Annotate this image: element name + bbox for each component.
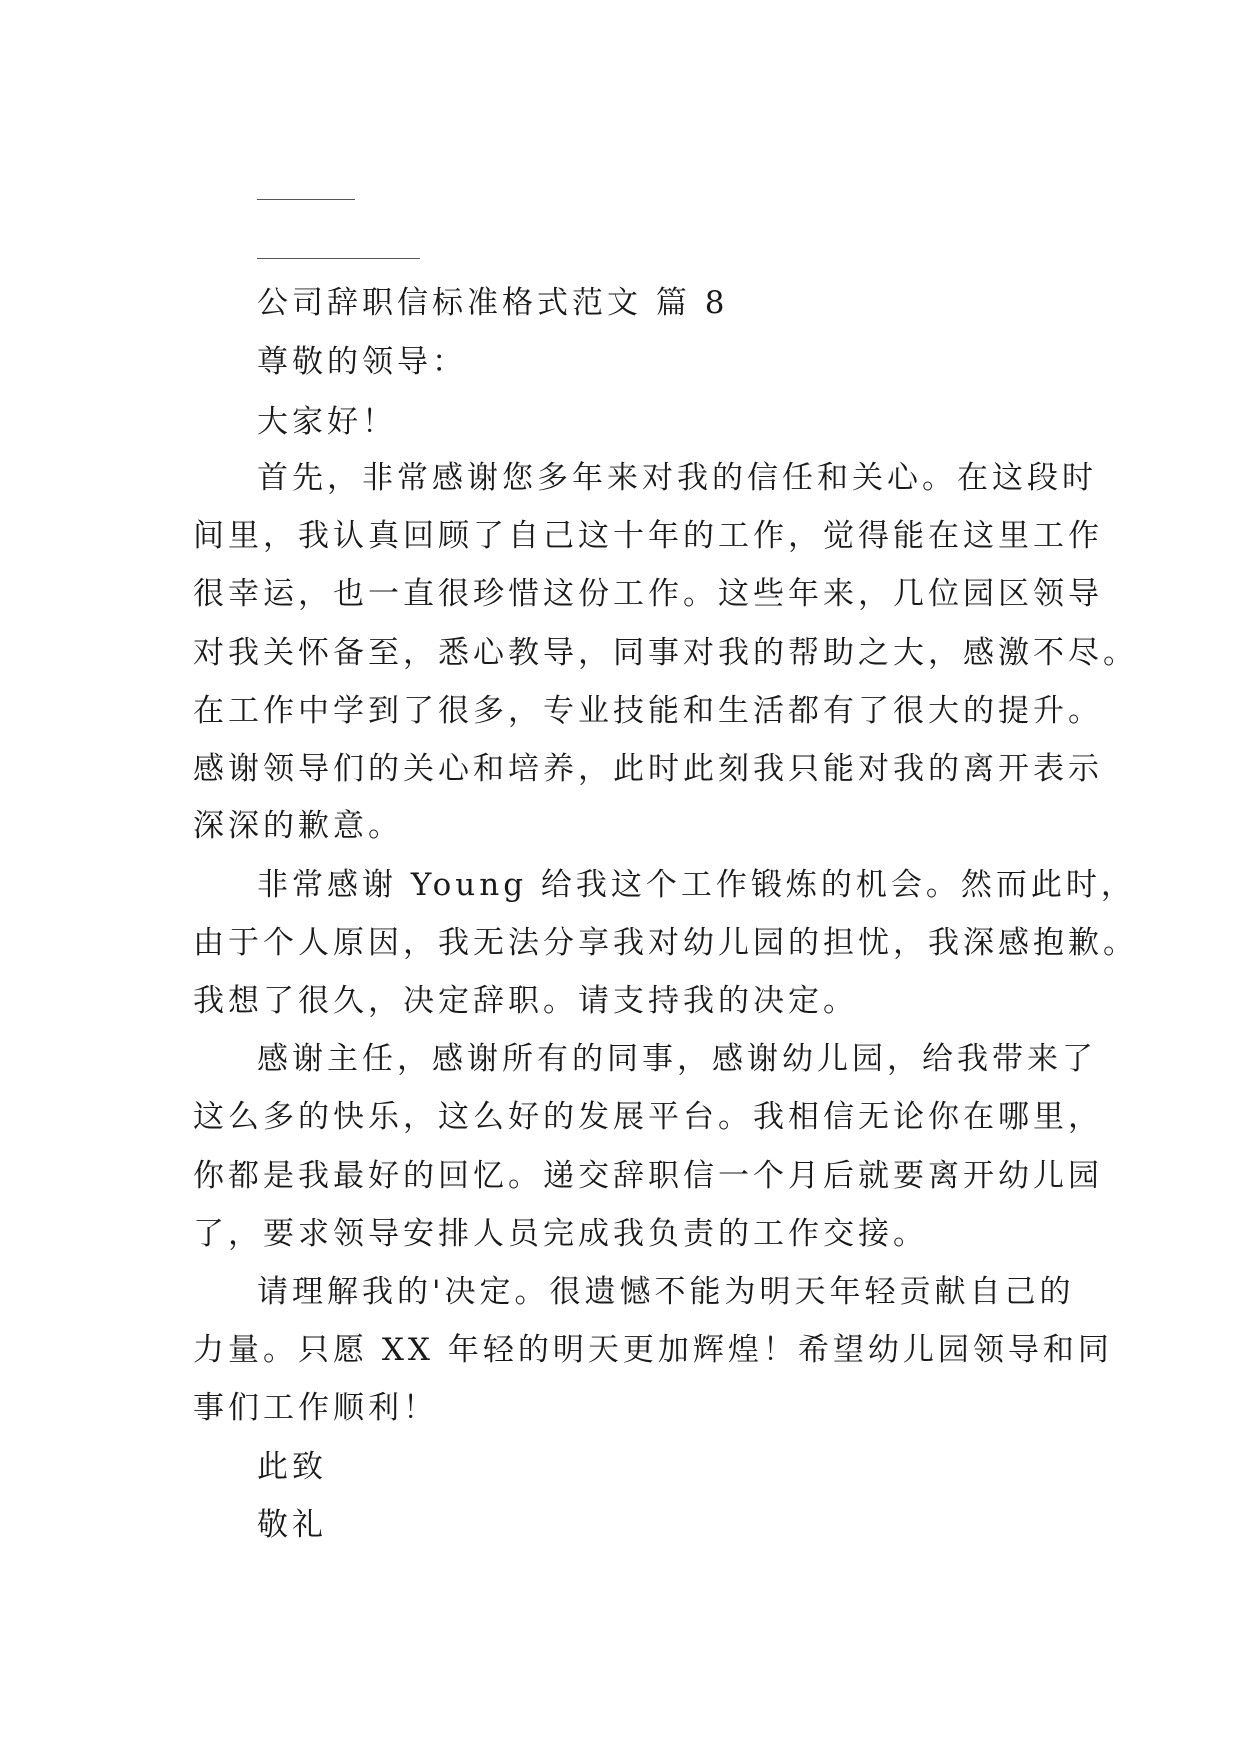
paragraph-line: 你都是我最好的回忆。递交辞职信一个月后就要离开幼儿园 xyxy=(193,1158,1103,1194)
paragraph-line: 由于个人原因，我无法分享我对幼儿园的担忧，我深感抱歉。 xyxy=(193,925,1138,961)
closing: 此致 xyxy=(257,1449,327,1485)
blank-fill-line xyxy=(257,258,420,259)
paragraph-line: 力量。只愿 XX 年轻的明天更加辉煌！希望幼儿园领导和同 xyxy=(193,1332,1113,1368)
greeting: 大家好！ xyxy=(257,404,397,440)
regards: 敬礼 xyxy=(257,1507,327,1543)
paragraph-line: 很幸运，也一直很珍惜这份工作。这些年来，几位园区领导 xyxy=(193,576,1103,612)
paragraph-line: 间里，我认真回顾了自己这十年的工作，觉得能在这里工作 xyxy=(193,518,1103,554)
paragraph-line: 感谢领导们的关心和培养，此时此刻我只能对我的离开表示 xyxy=(193,751,1103,787)
document-title: 公司辞职信标准格式范文 篇 8 xyxy=(257,285,729,321)
paragraph-line: 感谢主任，感谢所有的同事，感谢幼儿园，给我带来了 xyxy=(257,1041,1097,1077)
blank-fill-line xyxy=(257,199,355,200)
salutation: 尊敬的领导： xyxy=(257,344,467,380)
paragraph-line: 请理解我的'决定。很遗憾不能为明天年轻贡献自己的 xyxy=(257,1274,1075,1310)
paragraph-line: 这么多的快乐，这么好的发展平台。我相信无论你在哪里， xyxy=(193,1099,1103,1135)
paragraph-line: 非常感谢 Young 给我这个工作锻炼的机会。然而此时， xyxy=(257,867,1136,903)
paragraph-line: 首先，非常感谢您多年来对我的信任和关心。在这段时 xyxy=(257,460,1097,496)
paragraph-line: 对我关怀备至，悉心教导，同事对我的帮助之大，感激不尽。 xyxy=(193,635,1138,671)
paragraph-line: 我想了很久，决定辞职。请支持我的决定。 xyxy=(193,983,858,1019)
paragraph-line: 深深的歉意。 xyxy=(193,808,403,844)
paragraph-line: 在工作中学到了很多，专业技能和生活都有了很大的提升。 xyxy=(193,693,1103,729)
paragraph-line: 事们工作顺利！ xyxy=(193,1390,438,1426)
paragraph-line: 了，要求领导安排人员完成我负责的工作交接。 xyxy=(193,1216,928,1252)
